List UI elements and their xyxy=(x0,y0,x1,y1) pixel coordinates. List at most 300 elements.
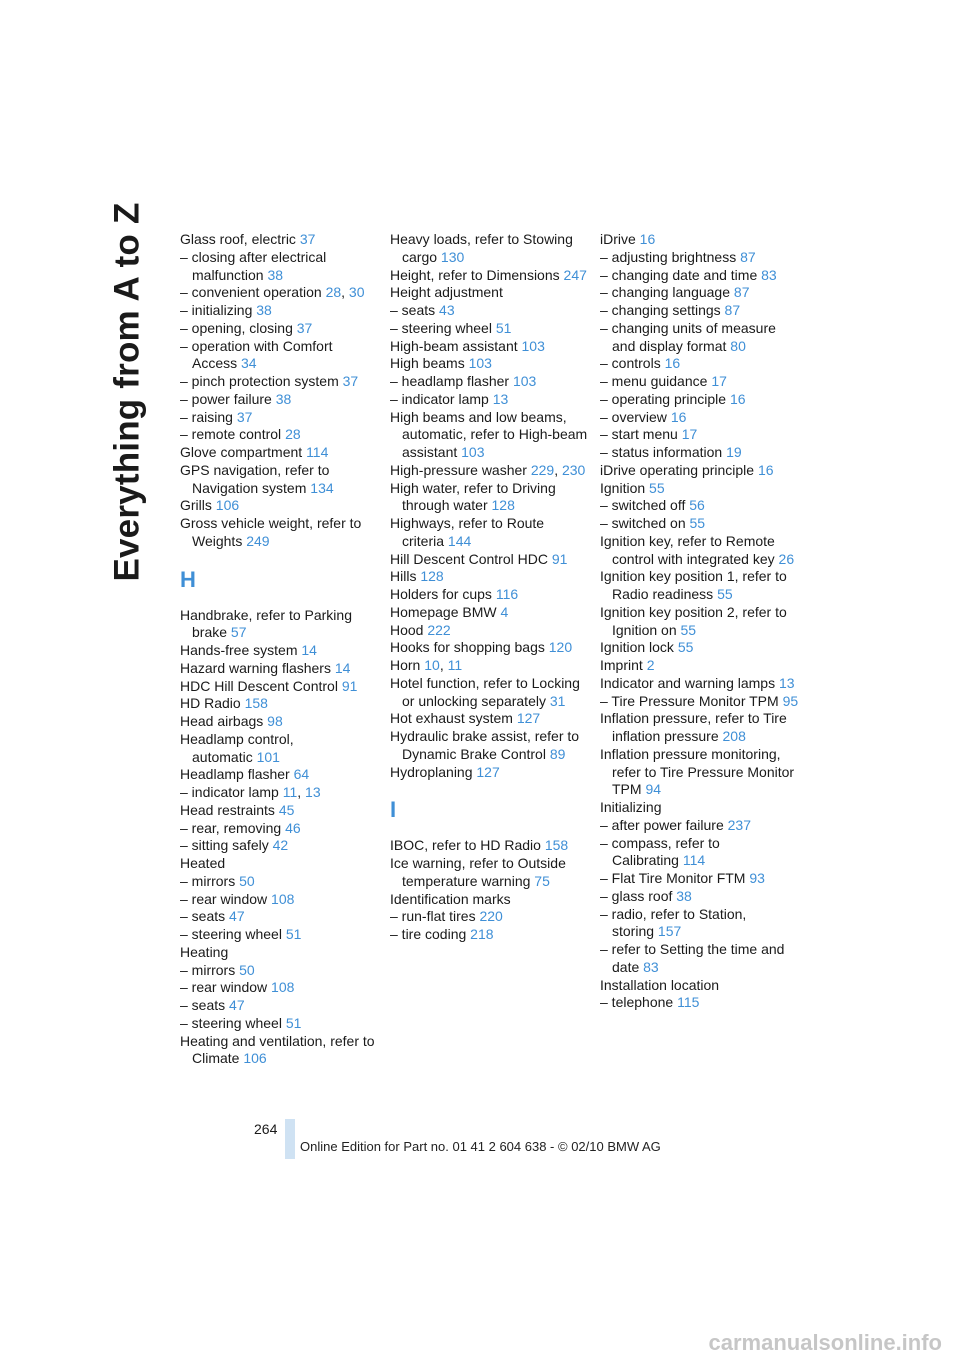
page-link[interactable]: 103 xyxy=(521,337,545,354)
index-entry-text: Hill Descent Control HDC xyxy=(390,550,548,567)
page-link[interactable]: 158 xyxy=(244,695,268,712)
page-link[interactable]: 30 xyxy=(348,284,365,301)
section-letter: H xyxy=(180,566,196,592)
page-link[interactable]: 17 xyxy=(681,426,698,443)
index-entry xyxy=(600,835,800,871)
index-entry-text: Horn xyxy=(390,657,421,673)
index-entry xyxy=(180,926,380,944)
page-link[interactable]: 16 xyxy=(757,461,774,478)
page-link[interactable]: 37 xyxy=(236,408,253,425)
page-link[interactable]: 115 xyxy=(677,994,700,1011)
index-entry-text: – rear window xyxy=(180,890,268,907)
page-link[interactable]: 106 xyxy=(215,497,240,514)
index-entry xyxy=(390,728,590,764)
index-entry-text: High-beam assistant xyxy=(390,337,518,354)
index-entry xyxy=(390,551,590,569)
index-entry xyxy=(390,639,590,657)
section-letter: I xyxy=(390,797,397,823)
index-entry xyxy=(600,391,800,409)
page-link[interactable]: 13 xyxy=(492,390,509,407)
page-link[interactable]: 14 xyxy=(301,642,317,658)
index-entry-text: Hydroplaning xyxy=(390,763,473,780)
index-entry xyxy=(180,855,380,873)
page-link[interactable]: 237 xyxy=(727,816,751,833)
page-link[interactable]: 91 xyxy=(341,677,358,694)
page-link[interactable]: 116 xyxy=(495,586,519,602)
page-link[interactable]: 106 xyxy=(243,1050,267,1067)
page-link[interactable]: 42 xyxy=(272,837,289,854)
index-entry-text: – mirrors xyxy=(180,872,236,889)
index-entry-text: Hazard warning flashers xyxy=(180,659,331,676)
index-entry xyxy=(600,941,800,977)
index-entry xyxy=(180,444,380,462)
index-entry xyxy=(180,1015,380,1033)
page-link[interactable]: 103 xyxy=(512,373,537,389)
index-entry xyxy=(600,568,800,604)
page-link[interactable]: 247 xyxy=(563,266,587,283)
index-entry-text: – rear window xyxy=(180,979,268,996)
page-link[interactable]: 103 xyxy=(461,444,485,460)
index-entry-text: Hooks for shopping bags xyxy=(390,639,545,656)
index-entry-text: Ignition key position 2, refer to Ignition on xyxy=(600,603,787,638)
index-entry xyxy=(390,320,590,338)
side-title xyxy=(108,202,148,582)
index-entry-text: Hood xyxy=(390,621,424,638)
page-link[interactable]: 43 xyxy=(439,302,455,318)
index-entry-text: GPS navigation, refer to Navigation system xyxy=(180,461,330,496)
index-entry xyxy=(390,231,590,267)
index-entry-text: Heavy loads, refer to Stowing cargo xyxy=(390,231,573,265)
page-link[interactable]: 157 xyxy=(657,923,682,940)
page-link[interactable]: 4 xyxy=(500,603,509,620)
page-link[interactable]: 144 xyxy=(447,532,472,549)
index-entry-text: – adjusting brightness xyxy=(600,248,737,265)
index-entry-text: Homepage BMW xyxy=(390,603,497,620)
index-entry-text: Headlamp control, automatic xyxy=(180,730,294,765)
page-link[interactable]: 222 xyxy=(427,621,451,638)
page-link[interactable]: 55 xyxy=(689,515,706,531)
page-link[interactable]: 87 xyxy=(724,302,741,318)
index-entry-text: IBOC, refer to HD Radio xyxy=(390,837,541,854)
page-link[interactable]: 130 xyxy=(440,248,465,265)
index-entry xyxy=(390,926,590,944)
page-link[interactable]: 55 xyxy=(649,479,665,496)
index-entry xyxy=(600,462,800,480)
index-column-2 xyxy=(390,231,590,944)
index-entry xyxy=(180,802,380,820)
index-entry-text: High beams and low beams, automatic, refer to High-beam assistant xyxy=(390,408,588,460)
index-entry xyxy=(600,302,800,320)
index-entry-text: – Flat Tire Monitor FTM xyxy=(600,870,746,886)
page-link[interactable]: 101 xyxy=(256,748,280,765)
page-link[interactable]: 134 xyxy=(310,479,334,496)
page-link[interactable]: 127 xyxy=(516,710,541,727)
index-entry xyxy=(390,764,590,782)
index-entry-text: Ignition lock xyxy=(600,639,674,656)
page-link[interactable]: 11 xyxy=(447,657,463,673)
page-link[interactable]: 114 xyxy=(306,444,329,460)
index-entry xyxy=(390,355,590,373)
page-link[interactable]: 64 xyxy=(293,766,310,783)
page-link[interactable]: 16 xyxy=(729,390,746,407)
page-link[interactable]: 91 xyxy=(551,550,568,567)
index-entry: – convenient operation 28, 30 xyxy=(180,284,365,301)
index-entry-text: Heating xyxy=(180,943,229,960)
index-entry xyxy=(600,604,800,640)
index-entry-text: iDrive xyxy=(600,231,636,247)
index-entry xyxy=(600,799,800,817)
index-entry-text: High-pressure washer xyxy=(390,461,527,478)
index-entry-text: – refer to Setting the time and date xyxy=(600,941,785,975)
index-entry-text: Initializing xyxy=(600,799,662,815)
index-entry xyxy=(600,515,800,533)
index-entry xyxy=(390,710,590,728)
index-entry-text: Hotel function, refer to Locking or unlocking separately xyxy=(390,674,580,709)
index-entry xyxy=(180,607,380,643)
index-entry: High-pressure washer 229, 230 xyxy=(390,461,586,478)
index-entry xyxy=(600,657,800,675)
index-entry xyxy=(390,675,590,711)
page-link[interactable]: 47 xyxy=(229,997,245,1013)
index-entry-text: Inflation pressure, refer to Tire inflation pressure xyxy=(600,710,787,744)
index-entry-text: – steering wheel xyxy=(180,1014,282,1031)
footer-edition-text: Online Edition for Part no. 01 41 2 604 638 - © 02/10 BMW AG xyxy=(300,1139,661,1154)
index-entry xyxy=(180,1033,380,1069)
page-link[interactable]: 37 xyxy=(296,319,313,336)
page-link[interactable]: 75 xyxy=(534,872,550,889)
index-entry xyxy=(600,817,800,835)
index-entry-text: Installation location xyxy=(600,976,720,993)
index-entry xyxy=(180,837,380,855)
index-entry xyxy=(390,267,590,285)
index-entry xyxy=(390,515,590,551)
page-link[interactable]: 38 xyxy=(275,390,292,407)
index-entry xyxy=(600,320,800,356)
index-entry-text: Hands-free system xyxy=(180,642,298,658)
index-entry xyxy=(180,908,380,926)
index-entry xyxy=(180,820,380,838)
page-link[interactable]: 108 xyxy=(271,979,295,996)
index-entry-text: Glass roof, electric xyxy=(180,231,296,247)
index-entry-text: Ice warning, refer to Outside temperature warning xyxy=(390,855,566,889)
index-entry-text: Hills xyxy=(390,568,417,585)
index-entry xyxy=(180,515,380,551)
index-entry xyxy=(180,962,380,980)
index-entry xyxy=(180,873,380,891)
index-entry: – indicator lamp 11, 13 xyxy=(180,784,321,800)
index-entry-text: HD Radio xyxy=(180,695,241,712)
index-entry-text: Head airbags xyxy=(180,713,264,729)
index-entry xyxy=(180,642,380,660)
index-entry xyxy=(390,908,590,926)
page-link[interactable]: 220 xyxy=(479,908,503,925)
page-link[interactable]: 208 xyxy=(722,728,746,744)
index-entry xyxy=(180,231,380,249)
index-entry: Horn 10, 11 xyxy=(390,657,463,673)
page-link[interactable]: 45 xyxy=(278,801,295,818)
index-entry xyxy=(180,497,380,515)
index-entry xyxy=(180,695,380,713)
index-entry-text: – run-flat tires xyxy=(390,908,476,925)
page-link[interactable]: 38 xyxy=(676,887,692,904)
index-entry xyxy=(390,480,590,516)
index-entry-text: Handbrake, refer to Parking brake xyxy=(180,606,352,641)
index-entry-text: – rear, removing xyxy=(180,819,282,836)
page-link[interactable]: 229 xyxy=(530,461,555,478)
index-entry-text: – sitting safely xyxy=(180,837,269,854)
index-entry xyxy=(180,891,380,909)
index-entry xyxy=(600,497,800,515)
page-link[interactable]: 57 xyxy=(230,624,247,641)
index-entry xyxy=(180,660,380,678)
page-link[interactable]: 11 xyxy=(282,784,298,800)
index-entry xyxy=(180,426,380,444)
index-entry xyxy=(600,409,800,427)
index-entry xyxy=(600,533,800,569)
page-link[interactable]: 38 xyxy=(256,302,272,318)
index-entry-text: – operation with Comfort Access xyxy=(180,337,333,372)
page-link[interactable]: 51 xyxy=(285,1014,302,1031)
index-entry xyxy=(600,693,800,711)
page-link[interactable]: 38 xyxy=(267,266,284,283)
index-entry-text: – indicator lamp xyxy=(180,784,279,800)
page-link[interactable]: 16 xyxy=(670,408,687,425)
index-entry xyxy=(180,944,380,962)
index-entry-text: Head restraints xyxy=(180,801,275,818)
page-link[interactable]: 95 xyxy=(782,692,799,709)
page-link[interactable]: 108 xyxy=(271,890,295,907)
index-entry-text: – headlamp flasher xyxy=(390,373,510,389)
index-entry xyxy=(600,249,800,267)
page-link[interactable]: 249 xyxy=(246,532,270,549)
page-link[interactable]: 55 xyxy=(680,621,697,638)
page-link[interactable]: 55 xyxy=(677,639,694,656)
page-link[interactable]: 158 xyxy=(544,837,569,854)
index-entry xyxy=(600,710,800,746)
index-entry-text: – compass, refer to Calibrating xyxy=(600,834,720,869)
index-entry-text: – initializing xyxy=(180,302,253,318)
page-link[interactable]: 128 xyxy=(420,568,444,585)
index-entry-text: – telephone xyxy=(600,994,674,1011)
index-entry-text: – seats xyxy=(180,908,226,925)
index-entry xyxy=(600,746,800,799)
index-entry xyxy=(600,994,800,1012)
index-entry-text: Ignition key, refer to Remote control with integrated key xyxy=(600,532,775,567)
page-link[interactable]: 46 xyxy=(285,819,301,836)
index-entry xyxy=(180,320,380,338)
index-entry-text: – start menu xyxy=(600,426,678,443)
page-link[interactable]: 2 xyxy=(646,657,655,673)
index-entry-text: – controls xyxy=(600,355,661,372)
index-entry-text: Grills xyxy=(180,497,212,514)
index-entry xyxy=(390,568,590,586)
page-link[interactable]: 83 xyxy=(761,266,777,283)
index-entry-text: – after power failure xyxy=(600,816,724,833)
page-link[interactable]: 127 xyxy=(476,763,500,780)
index-entry-text: iDrive operating principle xyxy=(600,461,755,478)
page-link[interactable]: 31 xyxy=(549,692,566,709)
page-link[interactable]: 47 xyxy=(229,908,245,925)
index-entry-text: – overview xyxy=(600,408,667,425)
index-entry-text: Glove compartment xyxy=(180,444,303,460)
index-entry xyxy=(600,639,800,657)
page-link[interactable]: 19 xyxy=(726,444,742,460)
index-entry-text: – power failure xyxy=(180,390,272,407)
index-entry xyxy=(390,837,590,855)
index-entry xyxy=(180,373,380,391)
index-entry-text: – seats xyxy=(180,997,226,1013)
index-entry-text: Heating and ventilation, refer to Climate xyxy=(180,1032,375,1067)
index-entry xyxy=(180,678,380,696)
index-entry-text: – menu guidance xyxy=(600,373,708,389)
page-link[interactable]: 87 xyxy=(740,248,756,265)
index-entry-text: – steering wheel xyxy=(390,319,492,336)
index-entry-text: Highways, refer to Route criteria xyxy=(390,515,545,549)
page-link[interactable]: 80 xyxy=(730,337,746,354)
page-link[interactable]: 98 xyxy=(267,713,283,729)
page-link[interactable]: 114 xyxy=(682,852,706,869)
index-entry xyxy=(390,284,590,302)
index-entry-text: Heated xyxy=(180,855,226,871)
index-entry-text: – seats xyxy=(390,302,436,318)
page-link[interactable]: 50 xyxy=(239,961,255,978)
page-link[interactable]: 26 xyxy=(778,550,795,567)
page-link[interactable]: 93 xyxy=(749,870,765,886)
index-entry-text: – status information xyxy=(600,444,723,460)
page-link[interactable]: 14 xyxy=(334,659,351,676)
index-entry xyxy=(600,888,800,906)
page-link[interactable]: 87 xyxy=(733,284,750,301)
page-link[interactable]: 56 xyxy=(689,497,705,514)
index-entry-text: – radio, refer to Station, storing xyxy=(600,905,747,940)
index-entry-text: HDC Hill Descent Control xyxy=(180,677,338,694)
index-entry-text: – steering wheel xyxy=(180,926,282,942)
index-entry xyxy=(390,302,590,320)
page-link[interactable]: 83 xyxy=(643,958,659,975)
index-entry-text: Height, refer to Dimensions xyxy=(390,266,560,283)
footer-accent-bar xyxy=(285,1119,295,1159)
index-entry-text: Ignition xyxy=(600,479,646,496)
page-link[interactable]: 13 xyxy=(305,784,321,800)
index-entry xyxy=(180,462,380,498)
index-entry-text: Hydraulic brake assist, refer to Dynamic Brake Control xyxy=(390,728,580,762)
index-entry xyxy=(390,855,590,891)
index-entry-text: – switched on xyxy=(600,515,686,531)
index-entry xyxy=(600,373,800,391)
index-entry-text: – tire coding xyxy=(390,926,467,942)
page-link[interactable]: 55 xyxy=(717,586,733,602)
index-entry-text: Inflation pressure monitoring, refer to Tire Pressure Monitor TPM xyxy=(600,745,795,798)
page-link[interactable]: 230 xyxy=(561,461,586,478)
watermark: carmanualsonline.info xyxy=(708,1330,942,1355)
page-link[interactable]: 51 xyxy=(495,319,512,336)
page-link[interactable]: 120 xyxy=(548,639,573,656)
index-entry-text: Ignition key position 1, refer to Radio readiness xyxy=(600,568,787,602)
index-entry xyxy=(180,249,380,285)
index-entry-text: – Tire Pressure Monitor TPM xyxy=(600,692,779,709)
index-entry-text: – raising xyxy=(180,408,233,425)
index-entry xyxy=(600,231,800,249)
page-link[interactable]: 16 xyxy=(664,355,681,372)
page-link[interactable]: 34 xyxy=(241,355,257,372)
index-entry-text: – remote control xyxy=(180,426,282,443)
index-entry-text: Identification marks xyxy=(390,890,511,907)
index-entry-text: – mirrors xyxy=(180,961,236,978)
page-link[interactable]: 13 xyxy=(779,674,795,691)
index-entry xyxy=(390,409,590,462)
index-entry-text: Gross vehicle weight, refer to Weights xyxy=(180,515,362,549)
page-link[interactable]: 50 xyxy=(239,872,255,889)
index-entry xyxy=(600,675,800,693)
index-entry xyxy=(390,373,590,391)
page-link[interactable]: 28 xyxy=(285,426,301,443)
index-column-3 xyxy=(600,231,800,1012)
index-entry-text: Headlamp flasher xyxy=(180,766,290,783)
page-link[interactable]: 28 xyxy=(325,284,342,301)
page-number: 264 xyxy=(254,1121,278,1137)
index-entry-text: – closing after electrical malfunction xyxy=(180,248,327,283)
index-entry xyxy=(180,302,380,320)
page-link[interactable]: 37 xyxy=(342,373,359,389)
page-link[interactable]: 89 xyxy=(549,745,566,762)
index-entry-text: – changing settings xyxy=(600,302,721,318)
index-column-1 xyxy=(180,231,380,1068)
index-entry xyxy=(600,977,800,995)
index-entry xyxy=(180,713,380,731)
index-entry-text: – changing units of measure and display format xyxy=(600,319,776,354)
index-entry xyxy=(600,444,800,462)
index-entry-text: High water, refer to Driving through water xyxy=(390,479,556,514)
page-link[interactable]: 51 xyxy=(285,926,302,942)
page-link[interactable]: 16 xyxy=(639,231,656,247)
index-entry-text: – indicator lamp xyxy=(390,390,489,407)
index-entry-text: – switched off xyxy=(600,497,686,514)
index-entry-text: – pinch protection system xyxy=(180,373,339,389)
page-link[interactable]: 128 xyxy=(491,497,515,514)
index-entry xyxy=(180,766,380,784)
page-link[interactable]: 17 xyxy=(711,373,727,389)
index-entry-text: Indicator and warning lamps xyxy=(600,674,776,691)
index-entry xyxy=(180,731,380,767)
index-entry-text: Height adjustment xyxy=(390,284,503,301)
page-link[interactable]: 94 xyxy=(645,781,662,798)
page-link[interactable]: 37 xyxy=(299,231,316,247)
page-link[interactable]: 103 xyxy=(468,355,492,372)
index-entry xyxy=(390,391,590,409)
index-entry-text: Hot exhaust system xyxy=(390,710,513,727)
index-entry xyxy=(600,267,800,285)
page-link[interactable]: 218 xyxy=(470,926,494,942)
index-entry-text: – glass roof xyxy=(600,887,673,904)
index-entry xyxy=(600,355,800,373)
index-entry xyxy=(390,338,590,356)
index-entry xyxy=(600,480,800,498)
index-entry xyxy=(180,391,380,409)
index-entry xyxy=(600,906,800,942)
index-entry-text: – changing language xyxy=(600,284,731,301)
index-entry-text: Holders for cups xyxy=(390,586,492,602)
index-entry-text: High beams xyxy=(390,355,465,372)
index-entry xyxy=(600,426,800,444)
index-entry-text: Imprint xyxy=(600,657,643,673)
index-entry xyxy=(390,622,590,640)
page-link[interactable]: 10 xyxy=(424,657,440,673)
index-entry xyxy=(390,604,590,622)
side-title-text: Everything from A to Z xyxy=(108,202,148,582)
index-entry xyxy=(180,338,380,374)
index-entry xyxy=(390,586,590,604)
index-entry xyxy=(600,284,800,302)
